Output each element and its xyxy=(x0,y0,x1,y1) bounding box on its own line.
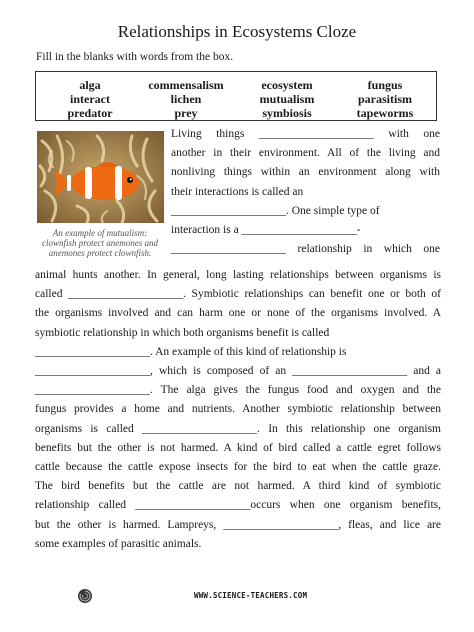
text-line: benefits but the other is not harmed. A kind of bird called a cattle egret follows xyxy=(35,441,441,454)
cloze-paragraph-1 xyxy=(171,125,440,259)
text-line: ____________________. One simple type of xyxy=(171,204,380,217)
text-line: some examples of parasitic animals. xyxy=(35,537,202,550)
text-line: relationship called ____________________occurs when one organism benefits, xyxy=(35,499,441,512)
clownfish-photo xyxy=(37,131,164,223)
text-line: symbiotic relationship in which both organisms benefit is called xyxy=(35,326,330,339)
word: prey xyxy=(174,106,198,120)
word: lichen xyxy=(170,92,202,106)
word: fungus xyxy=(367,78,403,92)
text-line: ____________________ relationship in which one xyxy=(171,243,440,256)
instructions: Fill in the blanks with words from the box. xyxy=(36,51,234,63)
shell-logo-icon xyxy=(77,588,93,604)
text-line: ____________________, which is composed of an ____________________ and a xyxy=(35,365,441,378)
text-line: nonliving things within an environment along with xyxy=(171,166,440,179)
word: tapeworms xyxy=(356,106,414,120)
word-bank-column xyxy=(136,78,236,120)
photo-caption xyxy=(30,228,170,258)
text-line: Living things ____________________ with one xyxy=(171,128,440,140)
word: parasitism xyxy=(358,92,412,106)
word: ecosystem xyxy=(261,78,313,92)
word: commensalism xyxy=(148,78,224,92)
text-line: organisms is called ____________________. In this relationship one organism xyxy=(35,422,441,435)
text-line: ____________________. An example of this kind of relationship is xyxy=(35,345,347,358)
word-bank xyxy=(35,71,437,121)
word-bank-column xyxy=(237,78,337,120)
word-bank-column xyxy=(335,78,435,120)
caption-line: An example of mutualism: xyxy=(52,228,148,238)
text-line: the organisms involved and can harm one or none of the organisms involved. A xyxy=(35,307,441,320)
page-title: Relationships in Ecosystems Cloze xyxy=(117,22,357,41)
word: predator xyxy=(67,106,113,120)
text-line: ____________________. The alga gives the fungus food and oxygen and the xyxy=(35,384,441,397)
text-line: called ____________________. Symbiotic relationships can benefit one or both of xyxy=(35,288,441,301)
word: mutualism xyxy=(259,92,315,106)
word: symbiosis xyxy=(262,106,312,120)
word: alga xyxy=(79,78,101,92)
word: interact xyxy=(70,92,110,106)
footer-url: WWW.SCIENCE-TEACHERS.COM xyxy=(194,591,308,600)
text-line: another in their environment. All of the living and xyxy=(171,147,440,160)
cloze-paragraph-2 xyxy=(35,266,441,554)
word-bank-column xyxy=(40,78,140,120)
text-line: cattle because the cattle expose insects for the bird to eat when the cattle graze. xyxy=(35,461,441,474)
text-line: animal hunts another. In general, long lasting relationships between organisms is xyxy=(35,269,441,281)
text-line: interaction is a ____________________- xyxy=(171,224,361,237)
text-line: but the other is harmed. Lampreys, ____________________, fleas, and lice are xyxy=(35,518,441,531)
caption-line: clownfish protect anemones and xyxy=(42,238,158,248)
caption-line: anemones protect clownfish. xyxy=(48,248,152,258)
text-line: The bird benefits but the cattle are not harmed. A third kind of symbiotic xyxy=(35,480,441,493)
text-line: their interactions is called an xyxy=(171,185,304,198)
text-line: fungus provides a home and nutrients. Another symbiotic relationship between xyxy=(35,403,441,416)
